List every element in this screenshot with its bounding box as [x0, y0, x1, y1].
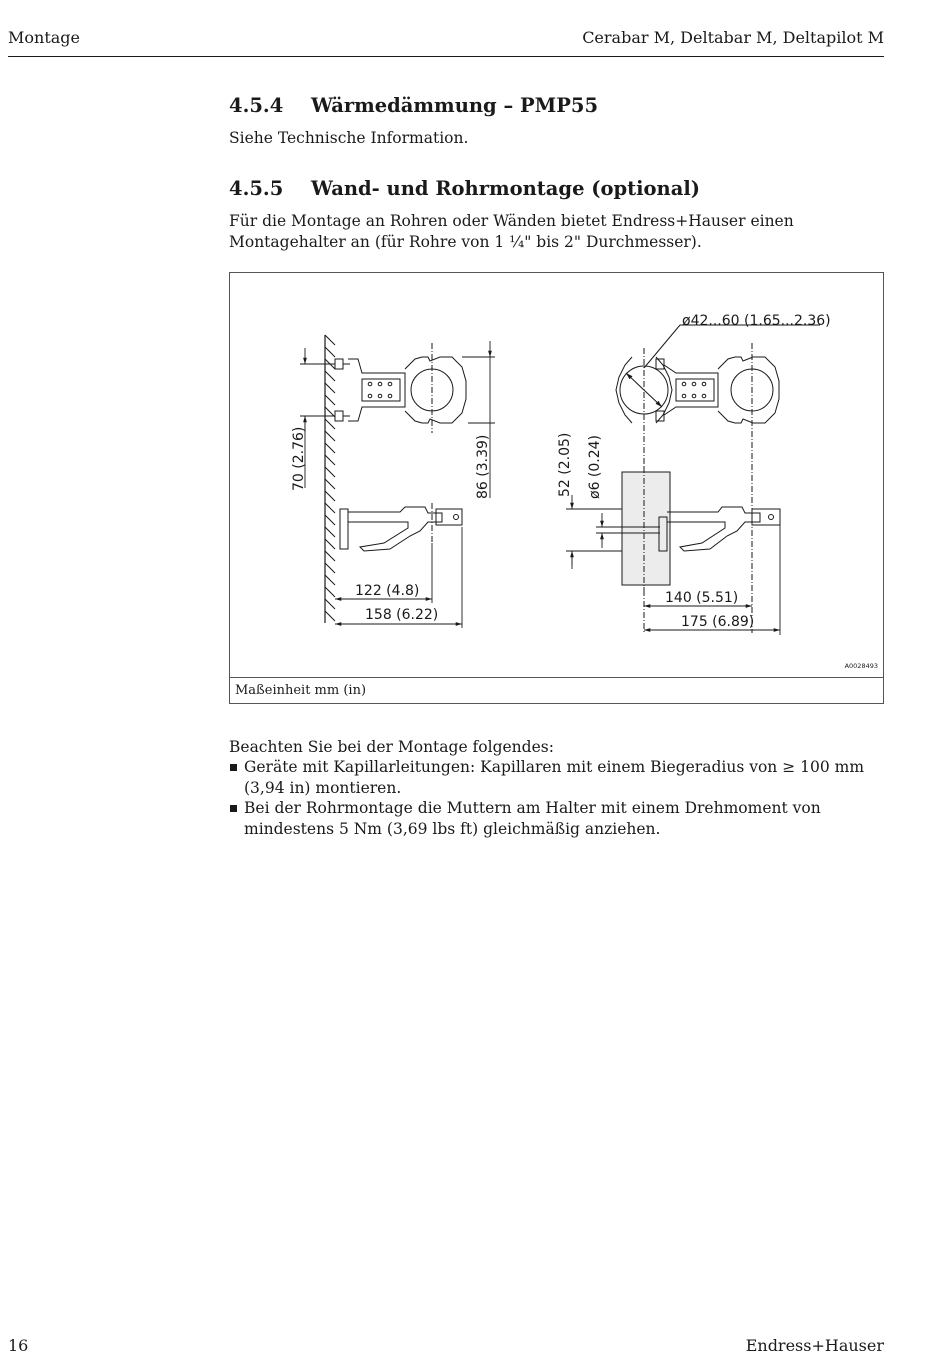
- dim-70: 70 (2.76): [291, 426, 307, 491]
- heading-number: 4.5.5: [229, 177, 284, 200]
- heading-title: Wand- und Rohrmontage (optional): [311, 177, 701, 200]
- heading-title: Wärmedämmung – PMP55: [311, 94, 599, 117]
- paragraph-4-5-4: Siehe Technische Information.: [229, 129, 469, 147]
- list-item: [229, 798, 889, 839]
- page-number: 16: [8, 1336, 29, 1355]
- wall-bracket-side-view: [340, 503, 462, 551]
- mounting-bracket-figure: [229, 272, 884, 704]
- heading-4-5-4: [229, 94, 598, 117]
- wall-hatch: [325, 335, 335, 623]
- list-item-text: Bei der Rohrmontage die Muttern am Halter mit einem Drehmoment von mindestens 5 Nm (3,69 lbs ft) gleichmäßig anziehen.: [244, 799, 821, 838]
- wall-bracket-top-view: [335, 343, 466, 433]
- figure-caption: Maßeinheit mm (in): [235, 683, 367, 698]
- heading-number: 4.5.4: [229, 94, 284, 117]
- paragraph-4-5-5: Für die Montage an Rohren oder Wänden bietet Endress+Hauser einen Montagehalter an (für Rohre von 1 ¼" bis 2" Durchmesser).: [229, 212, 794, 251]
- dim-158: 158 (6.22): [365, 607, 439, 623]
- dim-pipe-diameter: ø42...60 (1.65...2.36): [682, 313, 831, 329]
- dim-6: ø6 (0.24): [587, 434, 603, 499]
- dimension-drawing: [230, 273, 885, 705]
- dim-52: 52 (2.05): [557, 432, 573, 497]
- notes-intro: Beachten Sie bei der Montage folgendes:: [229, 738, 554, 756]
- figure-id: A0028493: [844, 662, 878, 670]
- list-item: [229, 757, 889, 798]
- notes-list: [229, 757, 889, 839]
- dim-175: 175 (6.89): [681, 614, 755, 630]
- running-header-title: Cerabar M, Deltabar M, Deltapilot M: [582, 28, 884, 47]
- pipe-side-view: [622, 467, 670, 591]
- list-item-text: Geräte mit Kapillarleitungen: Kapillaren mit einem Biegeradius von ≥ 100 mm (3,94 in) montieren.: [244, 758, 865, 797]
- dim-86: 86 (3.39): [475, 434, 491, 499]
- heading-4-5-5: [229, 177, 700, 200]
- running-header-section: Montage: [8, 28, 80, 47]
- footer-brand: Endress+Hauser: [745, 1336, 884, 1355]
- header-rule: [8, 56, 884, 57]
- caption-divider: [230, 677, 883, 678]
- dim-122: 122 (4.8): [355, 583, 420, 599]
- bullet-icon: [230, 805, 237, 812]
- bullet-icon: [230, 764, 237, 771]
- dim-140: 140 (5.51): [665, 590, 739, 606]
